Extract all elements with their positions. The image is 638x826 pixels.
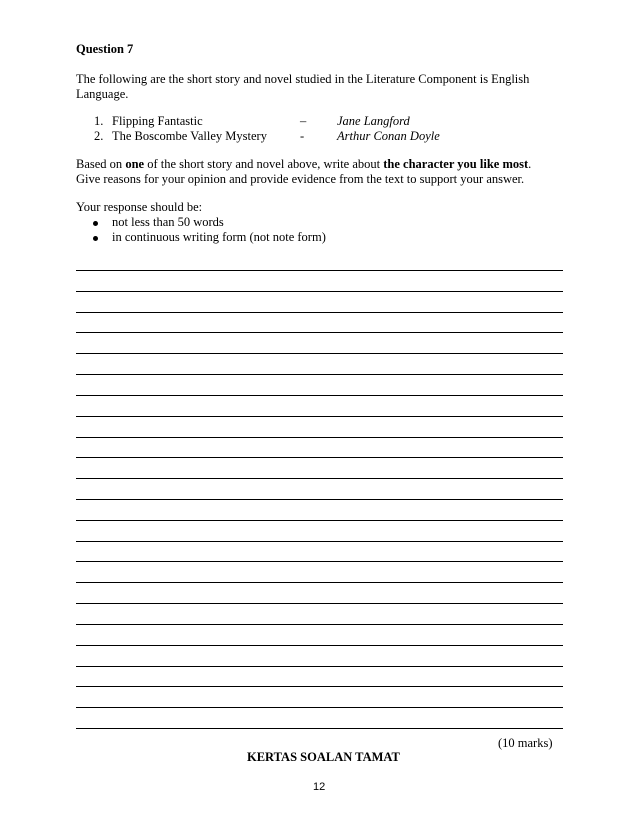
- answer-line[interactable]: [76, 728, 563, 729]
- prompt-emphasis: one: [125, 157, 145, 171]
- answer-line[interactable]: [76, 603, 563, 604]
- requirement-item: in continuous writing form (not note form): [112, 230, 326, 244]
- answer-line[interactable]: [76, 416, 563, 417]
- answer-line[interactable]: [76, 437, 563, 438]
- bullet-icon: [93, 236, 98, 241]
- text-item-number: 1.: [94, 114, 104, 128]
- prompt-text: of the short story and novel above, write about: [144, 157, 384, 171]
- answer-line[interactable]: [76, 291, 563, 292]
- answer-line[interactable]: [76, 624, 563, 625]
- answer-line[interactable]: [76, 374, 563, 375]
- prompt-text: Based on: [76, 157, 126, 171]
- prompt-text: .: [528, 157, 532, 171]
- answer-line[interactable]: [76, 707, 563, 708]
- text-item-title: The Boscombe Valley Mystery: [112, 129, 267, 143]
- text-item-dash: -: [300, 129, 305, 143]
- prompt-emphasis: the character you like most: [383, 157, 529, 171]
- answer-line[interactable]: [76, 645, 563, 646]
- answer-line[interactable]: [76, 582, 563, 583]
- prompt-line-2: Give reasons for your opinion and provide evidence from the text to support your answer.: [76, 172, 525, 186]
- bullet-icon: [93, 221, 98, 226]
- prompt-line-1: [76, 157, 531, 172]
- requirement-item: not less than 50 words: [112, 215, 224, 229]
- end-note: KERTAS SOALAN TAMAT: [247, 750, 400, 764]
- answer-line[interactable]: [76, 270, 563, 271]
- answer-line[interactable]: [76, 561, 563, 562]
- answer-line[interactable]: [76, 499, 563, 500]
- text-item-dash: –: [300, 114, 307, 128]
- answer-line[interactable]: [76, 395, 563, 396]
- text-item-title: Flipping Fantastic: [112, 114, 203, 128]
- intro-line-1: The following are the short story and novel studied in the Literature Component is English: [76, 72, 530, 86]
- answer-line[interactable]: [76, 332, 563, 333]
- page-number: 12: [313, 781, 326, 793]
- question-title: Question 7: [76, 42, 134, 56]
- intro-line-2: Language.: [76, 87, 129, 101]
- response-heading: Your response should be:: [76, 200, 203, 214]
- marks-label: (10 marks): [498, 736, 553, 750]
- answer-line[interactable]: [76, 312, 563, 313]
- answer-line[interactable]: [76, 457, 563, 458]
- answer-line[interactable]: [76, 666, 563, 667]
- answer-line[interactable]: [76, 541, 563, 542]
- text-item-author: Jane Langford: [337, 114, 410, 128]
- answer-line[interactable]: [76, 478, 563, 479]
- answer-line[interactable]: [76, 353, 563, 354]
- answer-line[interactable]: [76, 520, 563, 521]
- text-item-author: Arthur Conan Doyle: [337, 129, 440, 143]
- answer-line[interactable]: [76, 686, 563, 687]
- text-item-number: 2.: [94, 129, 104, 143]
